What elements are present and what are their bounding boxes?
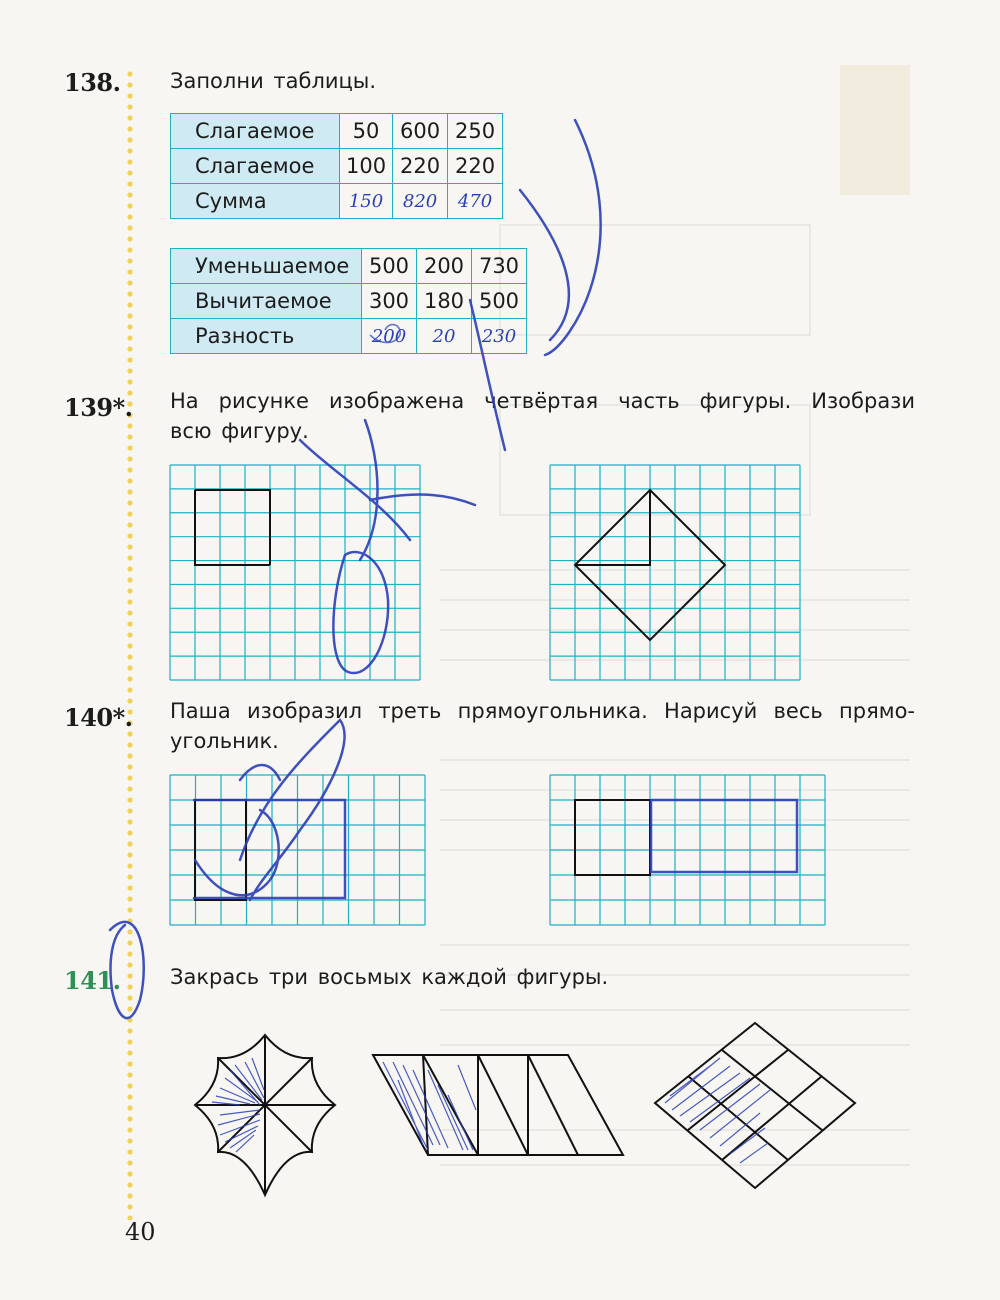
margin-dot [127, 511, 132, 516]
margin-dot [127, 1094, 132, 1099]
margin-dot [127, 599, 132, 604]
task-139-text [170, 386, 915, 446]
margin-dot [127, 104, 132, 109]
margin-dot [127, 1105, 132, 1110]
margin-dot [127, 1138, 132, 1143]
row-label: Слагаемое [171, 149, 340, 184]
handwritten-answer: 200 [362, 319, 417, 354]
margin-dot [127, 1072, 132, 1077]
margin-dot [127, 962, 132, 967]
task-number-138: 138. [64, 68, 121, 97]
margin-dot [127, 148, 132, 153]
handwritten-answer: 470 [448, 184, 503, 219]
margin-dot [127, 1193, 132, 1198]
margin-dot [127, 1160, 132, 1165]
margin-dot [127, 1171, 132, 1176]
margin-dot [127, 830, 132, 835]
addition-table [170, 113, 503, 219]
margin-dot [127, 610, 132, 615]
margin-dot [127, 764, 132, 769]
margin-dot [127, 368, 132, 373]
margin-dot [127, 896, 132, 901]
task-139-line-2: всю фигуру. [170, 419, 309, 443]
margin-dot [127, 346, 132, 351]
margin-dot [127, 1182, 132, 1187]
margin-dot [127, 456, 132, 461]
margin-dot [127, 1204, 132, 1209]
margin-dot [127, 423, 132, 428]
margin-dot [127, 1061, 132, 1066]
cell-value: 220 [393, 149, 448, 184]
margin-dot [127, 137, 132, 142]
margin-dot [127, 544, 132, 549]
margin-dot [127, 379, 132, 384]
margin-dot [127, 632, 132, 637]
task-139-line-1: На рисунке изображена четвёртая часть фигуры. Изобрази [170, 389, 915, 413]
margin-dot [127, 577, 132, 582]
margin-dot [127, 566, 132, 571]
margin-dot [127, 357, 132, 362]
task-138-instruction: Заполни таблицы. [170, 69, 377, 93]
margin-dot [127, 929, 132, 934]
margin-dot [127, 984, 132, 989]
margin-dot [127, 115, 132, 120]
margin-dot [127, 852, 132, 857]
table-row [171, 284, 527, 319]
margin-dot [127, 742, 132, 747]
margin-dot [127, 214, 132, 219]
margin-dot [127, 555, 132, 560]
handwritten-answer: 20 [417, 319, 472, 354]
margin-dot [127, 786, 132, 791]
given-quarter-square [195, 490, 270, 565]
margin-dot [127, 269, 132, 274]
margin-dot [127, 335, 132, 340]
handwritten-answer: 230 [472, 319, 527, 354]
table-row [171, 114, 503, 149]
task-number-139: 139*. [64, 393, 133, 422]
shape-rhombus-grid [650, 1018, 860, 1193]
margin-dot [127, 1127, 132, 1132]
margin-dot [127, 192, 132, 197]
cell-value: 180 [417, 284, 472, 319]
cell-value: 300 [362, 284, 417, 319]
row-label: Разность [171, 319, 362, 354]
margin-dot [127, 775, 132, 780]
row-label: Слагаемое [171, 114, 340, 149]
margin-dot [127, 82, 132, 87]
grid-140-right [550, 775, 825, 925]
margin-dot [127, 621, 132, 626]
task-number-141: 141. [64, 966, 121, 995]
margin-dot [127, 753, 132, 758]
margin-dot [127, 467, 132, 472]
table-row [171, 319, 527, 354]
margin-dot [127, 676, 132, 681]
margin-dot [127, 203, 132, 208]
margin-dot [127, 500, 132, 505]
margin-dot [127, 522, 132, 527]
margin-dot [127, 181, 132, 186]
subtraction-table [170, 248, 527, 354]
margin-dot [127, 71, 132, 76]
margin-dot [127, 225, 132, 230]
margin-dot [127, 247, 132, 252]
given-third-rectangle [575, 800, 650, 875]
cell-value: 500 [362, 249, 417, 284]
margin-dot [127, 1050, 132, 1055]
margin-dot [127, 280, 132, 285]
shape-web-octagon [190, 1030, 340, 1200]
cell-value: 730 [472, 249, 527, 284]
table-row [171, 149, 503, 184]
grid-139-right [550, 465, 800, 680]
handwritten-answer: 150 [340, 184, 393, 219]
margin-dot [127, 841, 132, 846]
margin-dot [127, 1006, 132, 1011]
margin-dot [127, 533, 132, 538]
cell-value: 500 [472, 284, 527, 319]
margin-dot [127, 313, 132, 318]
page-number: 40 [125, 1218, 156, 1246]
margin-dot [127, 291, 132, 296]
margin-dot [127, 1116, 132, 1121]
shape-parallelogram [368, 1050, 628, 1160]
margin-dot [127, 126, 132, 131]
margin-dot [127, 863, 132, 868]
grid-139-left [170, 465, 420, 680]
margin-dot [127, 665, 132, 670]
margin-dot [127, 1028, 132, 1033]
margin-dot [127, 687, 132, 692]
margin-dot [127, 819, 132, 824]
margin-dot [127, 478, 132, 483]
margin-dot [127, 654, 132, 659]
margin-dot [127, 918, 132, 923]
margin-dot [127, 885, 132, 890]
task-140-line-2: угольник. [170, 729, 279, 753]
margin-dot [127, 731, 132, 736]
task-140-text [170, 696, 915, 756]
task-number-140: 140*. [64, 703, 133, 732]
task-140-line-1: Паша изобразил треть прямоугольника. Нарисуй весь прямо- [170, 699, 915, 723]
cell-value: 600 [393, 114, 448, 149]
cell-value: 220 [448, 149, 503, 184]
margin-dot [127, 973, 132, 978]
margin-dot [127, 1149, 132, 1154]
margin-dot [127, 159, 132, 164]
margin-dot [127, 236, 132, 241]
margin-dot [127, 874, 132, 879]
margin-dot [127, 907, 132, 912]
table-row [171, 249, 527, 284]
margin-dot [127, 808, 132, 813]
margin-dot [127, 445, 132, 450]
margin-dot [127, 797, 132, 802]
dotted-margin-line [127, 70, 133, 1220]
margin-dot [127, 258, 132, 263]
margin-dot [127, 324, 132, 329]
margin-dot [127, 1039, 132, 1044]
margin-dot [127, 302, 132, 307]
cell-value: 50 [340, 114, 393, 149]
margin-dot [127, 93, 132, 98]
margin-dot [127, 940, 132, 945]
table-row [171, 184, 503, 219]
margin-dot [127, 995, 132, 1000]
grid-140-left [170, 775, 425, 925]
margin-dot [127, 434, 132, 439]
margin-dot [127, 170, 132, 175]
handwritten-answer: 820 [393, 184, 448, 219]
cell-value: 200 [417, 249, 472, 284]
margin-dot [127, 951, 132, 956]
margin-dot [127, 588, 132, 593]
row-label: Сумма [171, 184, 340, 219]
cell-value: 100 [340, 149, 393, 184]
margin-dot [127, 1017, 132, 1022]
task-141-instruction: Закрась три восьмых каждой фигуры. [170, 965, 609, 989]
row-label: Уменьшаемое [171, 249, 362, 284]
cell-value: 250 [448, 114, 503, 149]
row-label: Вычитаемое [171, 284, 362, 319]
margin-dot [127, 1083, 132, 1088]
margin-dot [127, 643, 132, 648]
margin-dot [127, 489, 132, 494]
